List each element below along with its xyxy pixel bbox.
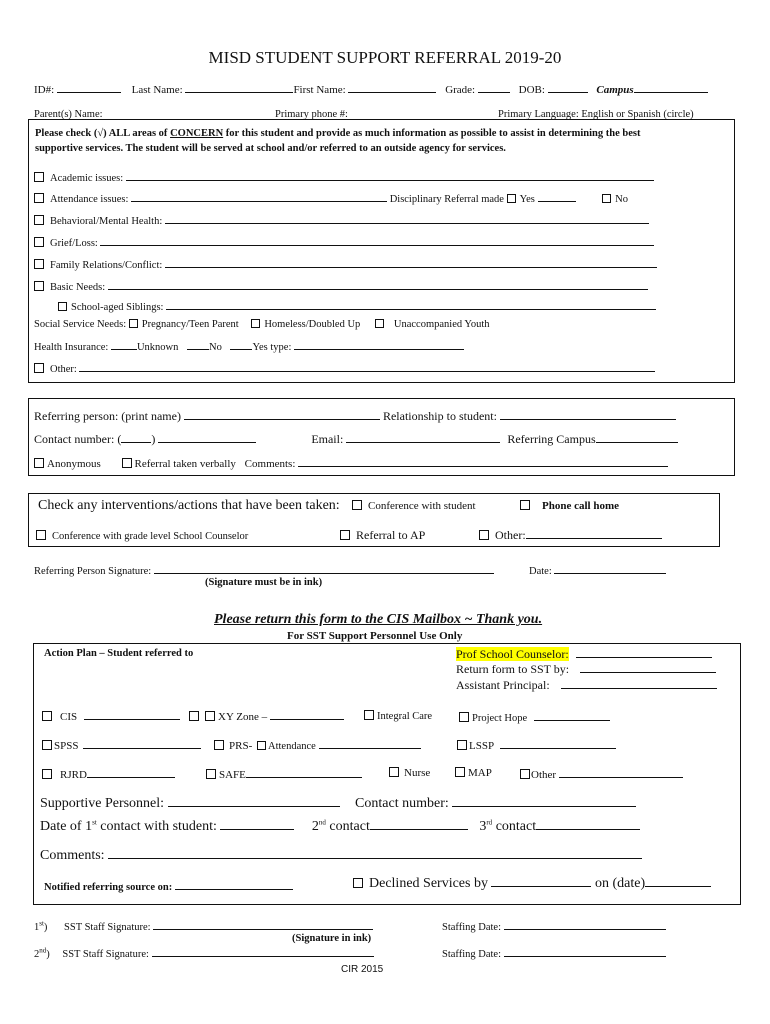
prs-attendance-label: Attendance (268, 741, 316, 752)
first-name-label: First Name: (293, 84, 346, 96)
siblings-row (58, 299, 656, 313)
other-concern-checkbox[interactable] (34, 363, 44, 373)
prs-label: PRS- (229, 740, 253, 752)
id-label: ID#: (34, 84, 55, 96)
phone-home-label: Phone call home (542, 500, 619, 512)
action-contact-field[interactable] (452, 795, 636, 807)
health-type-field[interactable] (294, 339, 464, 350)
attendance-row (34, 191, 628, 205)
spss-checkbox[interactable] (42, 740, 52, 750)
referrer-row-1 (34, 409, 676, 424)
hope-checkbox[interactable] (459, 712, 469, 722)
rjrd-label: RJRD (60, 769, 87, 781)
basic-field[interactable] (108, 279, 648, 290)
family-row (34, 257, 657, 271)
supportive-label: Supportive Personnel: (40, 796, 165, 811)
ap-field[interactable] (561, 678, 717, 689)
second-contact-label (312, 819, 370, 834)
xy-checkbox-a[interactable] (189, 711, 199, 721)
contact-area-field[interactable] (121, 432, 151, 443)
staff-sig-1-row (34, 919, 373, 933)
signature-date-field[interactable] (554, 563, 666, 574)
family-label: Family Relations/Conflict: (50, 260, 163, 271)
ap-row (456, 678, 717, 693)
map-label: MAP (468, 767, 492, 779)
basic-checkbox[interactable] (34, 281, 44, 291)
referrer-row-3 (34, 456, 668, 470)
health-unknown-field[interactable] (111, 339, 137, 350)
relationship-label: Relationship to student: (382, 409, 497, 423)
lssp-label: LSSP (469, 740, 494, 752)
staffing-date-1-label: Staffing Date: (442, 922, 502, 933)
family-field[interactable] (165, 257, 657, 268)
attendance-checkbox[interactable] (34, 193, 44, 203)
disciplinary-yes-field[interactable] (538, 191, 576, 202)
notified-field[interactable] (175, 879, 293, 890)
contact-number-field[interactable] (158, 432, 256, 443)
contact-number-label: Contact number: (355, 796, 449, 811)
instructions-concern: CONCERN (170, 128, 224, 139)
first-name-field[interactable] (348, 82, 436, 93)
grief-checkbox[interactable] (34, 237, 44, 247)
action-other-option (520, 767, 683, 781)
comments-label: Comments: (244, 458, 296, 470)
hope-label: Project Hope (472, 713, 528, 724)
referring-person-field[interactable] (184, 409, 380, 420)
academic-field[interactable] (126, 170, 654, 181)
return-sst-label: Return form to SST by: (456, 662, 570, 676)
counselor-label: Prof School Counselor: (456, 647, 569, 661)
conference-student-option (352, 500, 476, 512)
staff-1-digit: 1 (34, 922, 40, 933)
language-label: Primary Language: English or Spanish (circle) (498, 109, 694, 120)
contact-dates-row (40, 818, 640, 835)
staffing-date-1-row (442, 919, 666, 933)
staff-1-sig-field[interactable] (153, 919, 373, 930)
third-contact-label (479, 819, 536, 834)
declined-on-label: on (date) (594, 876, 646, 891)
contact-paren-close: ) (151, 432, 156, 446)
declined-label: Declined Services by (369, 876, 488, 891)
behavioral-field[interactable] (165, 213, 649, 224)
staff-2-digit: 2 (34, 949, 40, 960)
id-field[interactable] (57, 82, 121, 93)
rjrd-field[interactable] (87, 767, 175, 778)
xy-checkbox-b[interactable] (205, 711, 215, 721)
declined-by-field[interactable] (491, 875, 591, 887)
staff-2-sup: nd (39, 946, 47, 955)
attendance-label: Attendance issues: (50, 194, 129, 205)
parents-label: Parent(s) Name: (34, 109, 103, 120)
referral-ap-label: Referral to AP (356, 528, 426, 542)
ap-label: Assistant Principal: (456, 678, 550, 692)
prs-option (214, 738, 421, 752)
action-plan-label: Action Plan – Student referred to (44, 648, 194, 659)
second-contact-field[interactable] (370, 818, 468, 830)
prs-field[interactable] (319, 738, 421, 749)
declined-checkbox[interactable] (353, 878, 363, 888)
intervention-other-label: Other: (495, 528, 526, 542)
contact-number-label: Contact number: ( (34, 432, 122, 446)
safe-field[interactable] (246, 767, 362, 778)
unaccompanied-checkbox[interactable] (375, 319, 384, 328)
staffing-date-2-field[interactable] (504, 946, 666, 957)
header-row-1 (34, 82, 708, 96)
lssp-field[interactable] (500, 738, 616, 749)
signature-label: Referring Person Signature: (34, 566, 152, 577)
counselor-field[interactable] (576, 647, 712, 658)
disciplinary-yes-label: Yes (519, 194, 535, 205)
third-contact-text: contact (492, 819, 537, 834)
siblings-label: School-aged Siblings: (71, 302, 164, 313)
integral-option (364, 710, 432, 722)
first-contact-field[interactable] (220, 818, 294, 830)
prs-attendance-checkbox[interactable] (257, 741, 266, 750)
spss-label: SPSS (54, 740, 79, 752)
interventions-label: Check any interventions/actions that have been taken: (38, 498, 340, 513)
disciplinary-no-label: No (615, 194, 628, 205)
referring-signature-row (34, 563, 494, 577)
third-contact-sup: rd (486, 818, 493, 827)
verbal-checkbox[interactable] (122, 458, 132, 468)
action-other-field[interactable] (559, 767, 683, 778)
hope-option (459, 710, 610, 724)
safe-checkbox[interactable] (206, 769, 216, 779)
health-yes-label: Yes type: (252, 342, 292, 353)
phone-home-option (520, 500, 619, 512)
unaccompanied-label: Unaccompanied Youth (393, 319, 490, 330)
dob-label: DOB: (518, 84, 545, 96)
return-sst-row (456, 662, 716, 677)
attendance-field[interactable] (131, 191, 387, 202)
siblings-field[interactable] (166, 299, 656, 310)
declined-date-field[interactable] (645, 875, 711, 887)
pregnancy-checkbox[interactable] (129, 319, 138, 328)
staffing-date-2-label: Staffing Date: (442, 949, 502, 960)
health-row (34, 339, 464, 353)
health-unknown-label: Unknown (136, 342, 179, 353)
homeless-checkbox[interactable] (251, 319, 260, 328)
second-contact-sup: nd (318, 818, 326, 827)
first-contact-sup: st (92, 818, 97, 827)
last-name-label: Last Name: (131, 84, 183, 96)
anonymous-checkbox[interactable] (34, 458, 44, 468)
behavioral-label: Behavioral/Mental Health: (50, 216, 163, 227)
staff-ink-note: (Signature in ink) (292, 933, 372, 944)
campus-field[interactable] (634, 82, 708, 93)
last-name-field[interactable] (185, 82, 293, 93)
third-contact-field[interactable] (536, 818, 640, 830)
grade-field[interactable] (478, 82, 510, 93)
other-concern-field[interactable] (79, 361, 655, 372)
staff-2-num: 2nd) (34, 946, 50, 960)
pregnancy-label: Pregnancy/Teen Parent (141, 319, 239, 330)
third-contact-num: 3 (479, 819, 487, 834)
intervention-other-option (479, 528, 662, 543)
social-row (34, 319, 490, 330)
first-contact-with: contact with student: (96, 819, 217, 834)
notified-row (44, 879, 293, 893)
grade-label: Grade: (445, 84, 476, 96)
basic-row (34, 279, 648, 293)
referring-person-label: Referring person: (print name) (34, 409, 181, 423)
email-field[interactable] (346, 432, 500, 443)
intervention-other-field[interactable] (526, 528, 662, 539)
basic-label: Basic Needs: (50, 282, 106, 293)
counselor-row (456, 647, 712, 662)
academic-label: Academic issues: (50, 173, 124, 184)
instructions-text-b: for this student and provide as much information as possible to assist in determining the best (223, 128, 641, 139)
supportive-row (40, 795, 636, 812)
second-contact-num: 2 (311, 819, 319, 834)
social-label: Social Service Needs: (34, 319, 127, 330)
health-no-field[interactable] (187, 339, 209, 350)
return-sst-field[interactable] (580, 662, 716, 673)
grief-row (34, 235, 654, 249)
page-title: MISD STUDENT SUPPORT REFERRAL 2019-20 (208, 48, 562, 67)
declined-row (353, 875, 711, 892)
supportive-field[interactable] (168, 795, 340, 807)
conference-student-label: Conference with student (368, 500, 476, 512)
map-option (455, 767, 492, 779)
referral-ap-option (340, 528, 425, 543)
other-concern-row (34, 361, 655, 375)
nurse-option (389, 767, 430, 779)
action-comments-field[interactable] (108, 847, 642, 859)
action-other-label: Other (531, 769, 557, 781)
referring-campus-label: Referring Campus (507, 432, 596, 446)
referrer-row-2 (34, 432, 678, 447)
staff-1-sup: st (39, 919, 44, 928)
family-checkbox[interactable] (34, 259, 44, 269)
integral-label: Integral Care (377, 711, 433, 722)
cis-field[interactable] (84, 709, 180, 720)
lssp-checkbox[interactable] (457, 740, 467, 750)
xy-option (189, 709, 344, 723)
cis-label: CIS (60, 711, 78, 723)
staff-1-num: 1st) (34, 919, 48, 933)
conference-counselor-label: Conference with grade level School Counselor (52, 531, 249, 542)
sst-note: For SST Support Personnel Use Only (287, 630, 463, 642)
xy-field[interactable] (270, 709, 344, 720)
staffing-date-1-field[interactable] (504, 919, 666, 930)
staff-2-sig-label: SST Staff Signature: (62, 949, 149, 960)
second-contact-text: contact (325, 819, 370, 834)
cis-checkbox[interactable] (42, 711, 52, 721)
nurse-label: Nurse (404, 767, 431, 779)
health-yes-field[interactable] (230, 339, 252, 350)
disciplinary-label: Disciplinary Referral made (389, 194, 504, 205)
concern-instructions-1 (35, 128, 640, 139)
return-note: Please return this form to the CIS Mailbox ~ Thank you. (214, 612, 543, 627)
action-other-checkbox[interactable] (520, 769, 530, 779)
grief-label: Grief/Loss: (50, 238, 98, 249)
rjrd-checkbox[interactable] (42, 769, 52, 779)
staffing-date-2-row (442, 946, 666, 960)
siblings-checkbox[interactable] (58, 302, 67, 311)
homeless-label: Homeless/Doubled Up (264, 319, 361, 330)
integral-checkbox[interactable] (364, 710, 374, 720)
referral-ap-checkbox[interactable] (340, 530, 350, 540)
grief-field[interactable] (100, 235, 654, 246)
referring-campus-field[interactable] (596, 432, 678, 443)
notified-label: Notified referring source on: (44, 882, 173, 893)
first-contact-text: Date of 1 (40, 819, 93, 834)
prs-checkbox[interactable] (214, 740, 224, 750)
academic-row (34, 170, 654, 184)
hope-field[interactable] (534, 710, 610, 721)
staff-2-sig-field[interactable] (152, 946, 374, 957)
behavioral-checkbox[interactable] (34, 215, 44, 225)
spss-field[interactable] (83, 738, 201, 749)
phone-label: Primary phone #: (275, 109, 348, 120)
campus-label: Campus (596, 84, 634, 96)
rjrd-option (42, 767, 175, 781)
map-checkbox[interactable] (455, 767, 465, 777)
safe-label: SAFE (219, 769, 246, 781)
concern-instructions-2: supportive services. The student will be served at school and/or referred to an outside agency for services. (35, 143, 506, 154)
intervention-other-checkbox[interactable] (479, 530, 489, 540)
conference-counselor-option (36, 530, 248, 542)
spss-option (42, 738, 201, 752)
xy-label: XY Zone – (218, 711, 268, 723)
action-comments-row (40, 847, 642, 864)
signature-date-label: Date: (529, 566, 552, 577)
action-comments-label: Comments: (40, 848, 105, 863)
health-no-label: No (209, 342, 222, 353)
lssp-option (457, 738, 616, 752)
cis-option (42, 709, 180, 723)
safe-option (206, 767, 362, 781)
verbal-label: Referral taken verbally (134, 458, 236, 470)
relationship-field[interactable] (500, 409, 676, 420)
disciplinary-yes-checkbox[interactable] (507, 194, 516, 203)
disciplinary-no-checkbox[interactable] (602, 194, 611, 203)
first-contact-label (40, 819, 217, 834)
nurse-checkbox[interactable] (389, 767, 399, 777)
health-label: Health Insurance: (34, 342, 109, 353)
signature-ink-note: (Signature must be in ink) (205, 577, 323, 588)
other-concern-label: Other: (50, 364, 77, 375)
academic-checkbox[interactable] (34, 172, 44, 182)
referring-signature-field[interactable] (154, 563, 494, 574)
conference-student-checkbox[interactable] (352, 500, 362, 510)
referrer-comments-field[interactable] (298, 456, 668, 467)
behavioral-row (34, 213, 649, 227)
signature-date-row (529, 563, 666, 577)
footer-code: CIR 2015 (341, 964, 384, 975)
anonymous-label: Anonymous (47, 458, 101, 470)
staff-sig-2-row (34, 946, 374, 960)
conference-counselor-checkbox[interactable] (36, 530, 46, 540)
email-label: Email: (311, 432, 344, 446)
instructions-text-a: Please check (√) ALL areas of (35, 128, 171, 139)
staff-1-sig-label: SST Staff Signature: (64, 922, 151, 933)
phone-home-checkbox[interactable] (520, 500, 530, 510)
dob-field[interactable] (548, 82, 588, 93)
